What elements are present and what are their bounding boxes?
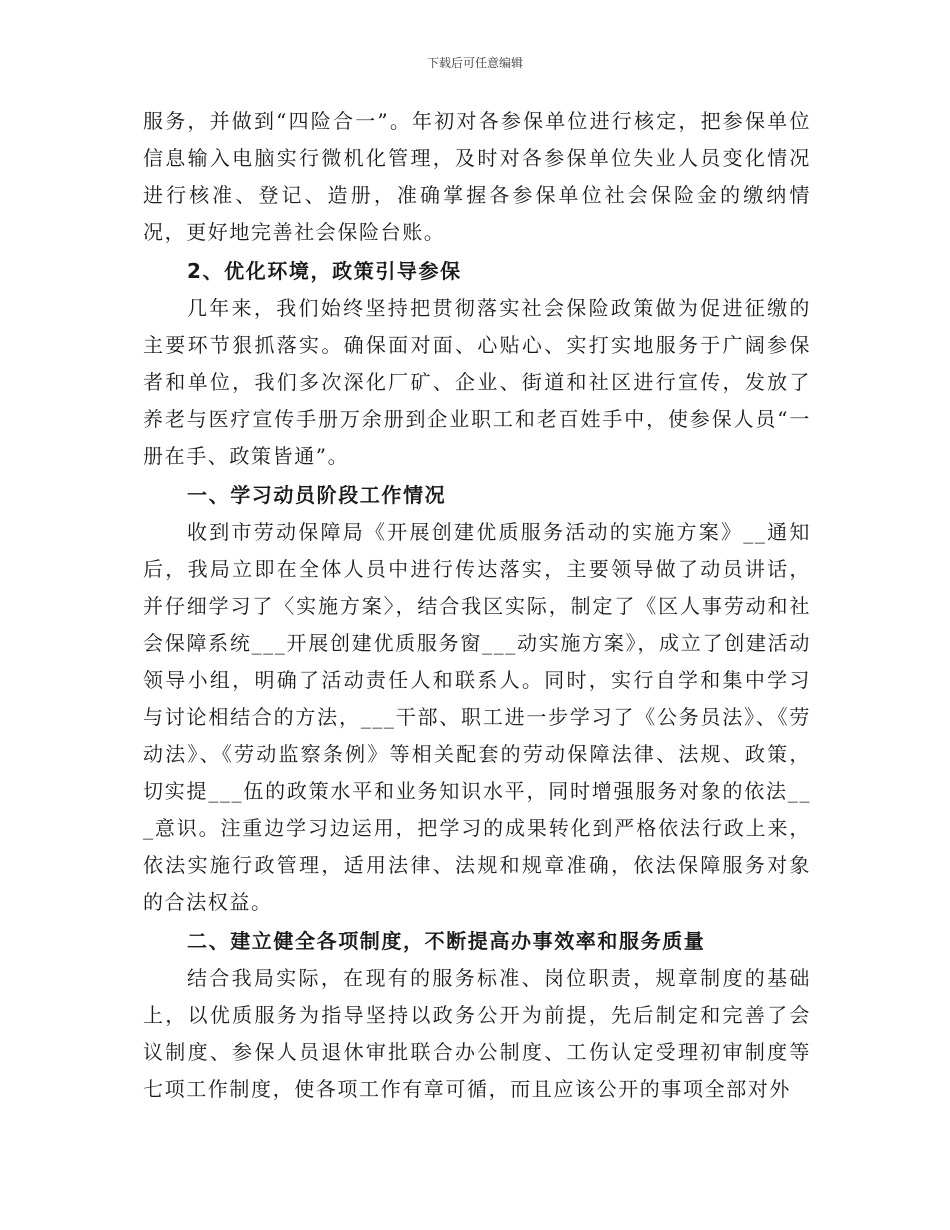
heading-study-mobilization: 一、学习动员阶段工作情况 <box>187 483 447 507</box>
document-body <box>143 103 811 1108</box>
paragraph-study-mobilization: 收到市劳动保障局《开展创建优质服务活动的实施方案》__通知后，我局立即在全体人员中进行传达落实，主要领导做了动员讲话，并仔细学习了〈实施方案〉，结合我区实际，制定了《区人事劳动和社会保障系统___开展创建优质服务窗___动实施方案》，成立了创建活动领导小组，明确了活动责任人和联系人。同时，实行自学和集中学习与讨论相结合的方法，___干部、职工进一步学习了《公务员法》、《劳动法》、《劳动监察条例》等相关配套的劳动保障法律、法规、政策，切实提___伍的政策水平和业务知识水平，同时增强服务对象的依法___意识。注重边学习边运用，把学习的成果转化到严格依法行政上来，依法实施行政管理，适用法律、法规和规章准确，依法保障服务对象的合法权益。 <box>143 520 811 914</box>
heading-build-systems: 二、建立健全各项制度，不断提高办事效率和服务质量 <box>187 929 706 953</box>
paragraph-policy-publicity: 几年来，我们始终坚持把贯彻落实社会保险政策做为促进征缴的主要环节狠抓落实。确保面对面、心贴心、实打实地服务于广阔参保者和单位，我们多次深化厂矿、企业、街道和社区进行宣传，发放了养老与医疗宣传手册万余册到企业职工和老百姓手中，使参保人员“一册在手、政策皆通”。 <box>143 296 811 468</box>
page-header-note: 下载后可任意编辑 <box>426 56 523 70</box>
paragraph-build-systems: 结合我局实际，在现有的服务标准、岗位职责，规章制度的基础上，以优质服务为指导坚持以政务公开为前提，先后制定和完善了会议制度、参保人员退休审批联合办公制度、工伤认定受理初审制度等七项工作制度，使各项工作有章可循，而且应该公开的事项全部对外 <box>143 966 811 1101</box>
heading-optimize-environment: 2、优化环境，政策引导参保 <box>187 259 462 283</box>
paragraph-insurance-registration: 服务，并做到“四险合一”。年初对各参保单位进行核定，把参保单位信息输入电脑实行微机化管理，及时对各参保单位失业人员变化情况进行核准、登记、造册，准确掌握各参保单位社会保险金的缴纳情况，更好地完善社会保险台账。 <box>143 109 811 244</box>
